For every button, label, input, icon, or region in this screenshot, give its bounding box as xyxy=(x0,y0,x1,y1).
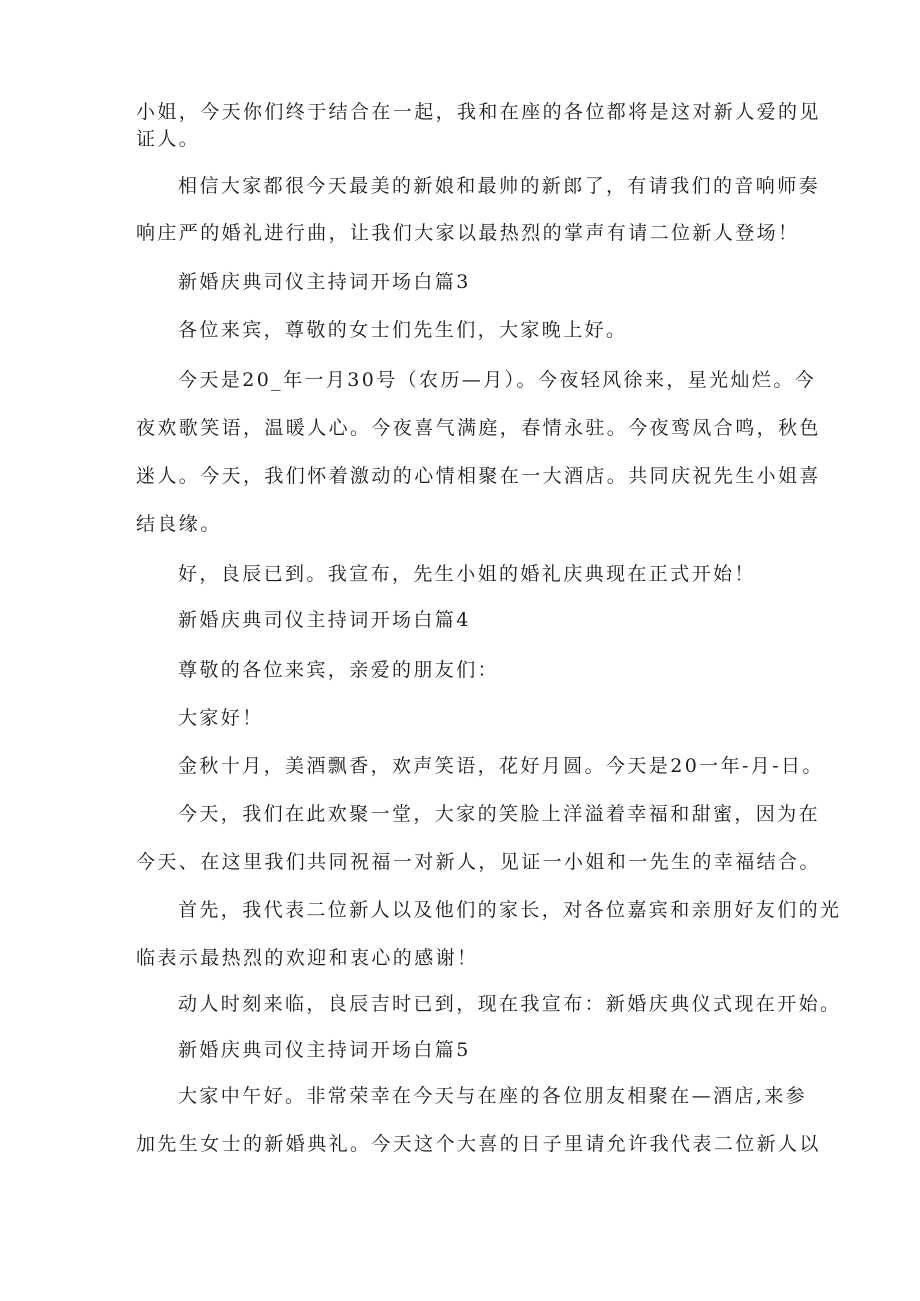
text-line: 小姐，今天你们终于结合在一起，我和在座的各位都将是这对新人爱的见 xyxy=(136,101,821,123)
text-line: 相信大家都很今天最美的新娘和最帅的新郎了，有请我们的音响师奏 xyxy=(178,175,821,197)
text-line: 结良缘。 xyxy=(136,513,222,535)
text-line: 大家好！ xyxy=(178,707,264,729)
text-line: 临表示最热烈的欢迎和衷心的感谢！ xyxy=(136,947,479,969)
section-heading: 新婚庆典司仪主持词开场白篇3 xyxy=(178,271,471,293)
text-line: 今天、在这里我们共同祝福一对新人，见证一小姐和一先生的幸福结合。 xyxy=(136,851,821,873)
text-line: 证人。 xyxy=(136,128,201,150)
text-line: 迷人。今天，我们怀着激动的心情相聚在一大酒店。共同庆祝先生小姐喜 xyxy=(136,465,821,487)
text-line: 加先生女士的新婚典礼。今天这个大喜的日子里请允许我代表二位新人以 xyxy=(136,1133,821,1155)
text-line: 今天，我们在此欢聚一堂，大家的笑脸上洋溢着幸福和甜蜜，因为在 xyxy=(178,803,821,825)
text-line: 动人时刻来临，良辰吉时已到，现在我宣布：新婚庆典仪式现在开始。 xyxy=(178,993,842,1015)
text-line: 首先，我代表二位新人以及他们的家长，对各位嘉宾和亲朋好友们的光 xyxy=(178,899,842,921)
text-line: 各位来宾，尊敬的女士们先生们，大家晚上好。 xyxy=(178,319,628,341)
text-line: 大家中午好。非常荣幸在今天与在座的各位朋友相聚在—酒店,来参 xyxy=(178,1085,808,1107)
text-line: 尊敬的各位来宾，亲爱的朋友们： xyxy=(178,659,500,681)
text-line: 金秋十月，美酒飘香，欢声笑语，花好月圆。今天是20一年-月-日。 xyxy=(178,755,824,777)
text-line: 今天是20_年一月30号（农历—月）。今夜轻风徐来，星光灿烂。今 xyxy=(178,369,817,391)
section-heading: 新婚庆典司仪主持词开场白篇4 xyxy=(178,609,471,631)
text-line: 好，良辰已到。我宣布，先生小姐的婚礼庆典现在正式开始！ xyxy=(178,563,756,585)
text-line: 响庄严的婚礼进行曲，让我们大家以最热烈的掌声有请二位新人登场！ xyxy=(136,222,800,244)
section-heading: 新婚庆典司仪主持词开场白篇5 xyxy=(178,1039,471,1061)
text-line: 夜欢歌笑语，温暖人心。今夜喜气满庭，春情永驻。今夜鸾凤合鸣，秋色 xyxy=(136,417,821,439)
